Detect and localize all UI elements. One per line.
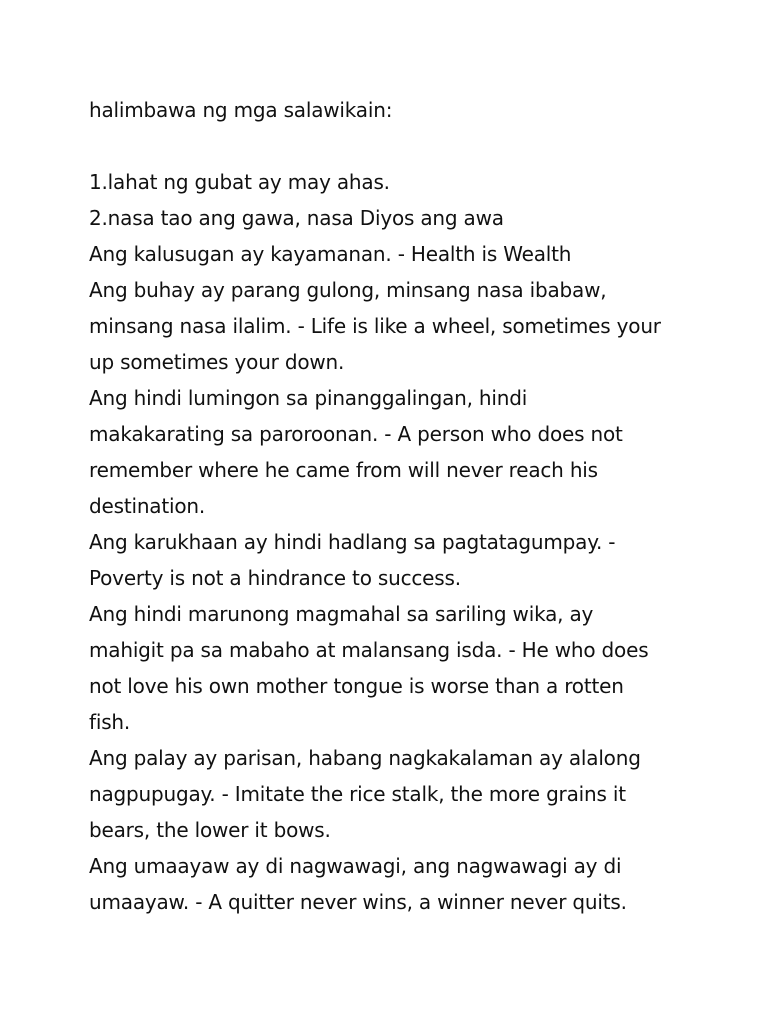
text-line: nagpupugay. - Imitate the rice stalk, the more grains it — [89, 782, 626, 806]
text-line: fish. — [89, 710, 131, 734]
text-line: Ang hindi marunong magmahal sa sariling wika, ay — [89, 602, 594, 626]
text-line: Ang kalusugan ay kayamanan. - Health is Wealth — [89, 242, 572, 266]
text-line: Ang hindi lumingon sa pinanggalingan, hindi — [89, 386, 528, 410]
text-line: bears, the lower it bows. — [89, 818, 331, 842]
text-line: Poverty is not a hindrance to success. — [89, 566, 461, 590]
text-line: makakarating sa paroroonan. - A person who does not — [89, 422, 623, 446]
document-heading: halimbawa ng mga salawikain: — [89, 98, 393, 122]
text-line: not love his own mother tongue is worse than a rotten — [89, 674, 624, 698]
document-page — [89, 92, 729, 920]
text-line: Ang palay ay parisan, habang nagkakalaman ay alalong — [89, 746, 641, 770]
text-line: 2.nasa tao ang gawa, nasa Diyos ang awa — [89, 206, 504, 230]
text-line: remember where he came from will never reach his — [89, 458, 598, 482]
text-line: mahigit pa sa mabaho at malansang isda. - He who does — [89, 638, 649, 662]
text-line: Ang umaayaw ay di nagwawagi, ang nagwawagi ay di — [89, 854, 622, 878]
text-line: destination. — [89, 494, 206, 518]
text-line: Ang karukhaan ay hindi hadlang sa pagtatagumpay. - — [89, 530, 616, 554]
text-line: up sometimes your down. — [89, 350, 345, 374]
text-line: umaayaw. - A quitter never wins, a winner never quits. — [89, 890, 627, 914]
text-line: 1.lahat ng gubat ay may ahas. — [89, 170, 390, 194]
text-line: minsang nasa ilalim. - Life is like a wheel, sometimes your — [89, 314, 661, 338]
paragraph-gap — [89, 128, 729, 164]
text-line: Ang buhay ay parang gulong, minsang nasa ibabaw, — [89, 278, 607, 302]
